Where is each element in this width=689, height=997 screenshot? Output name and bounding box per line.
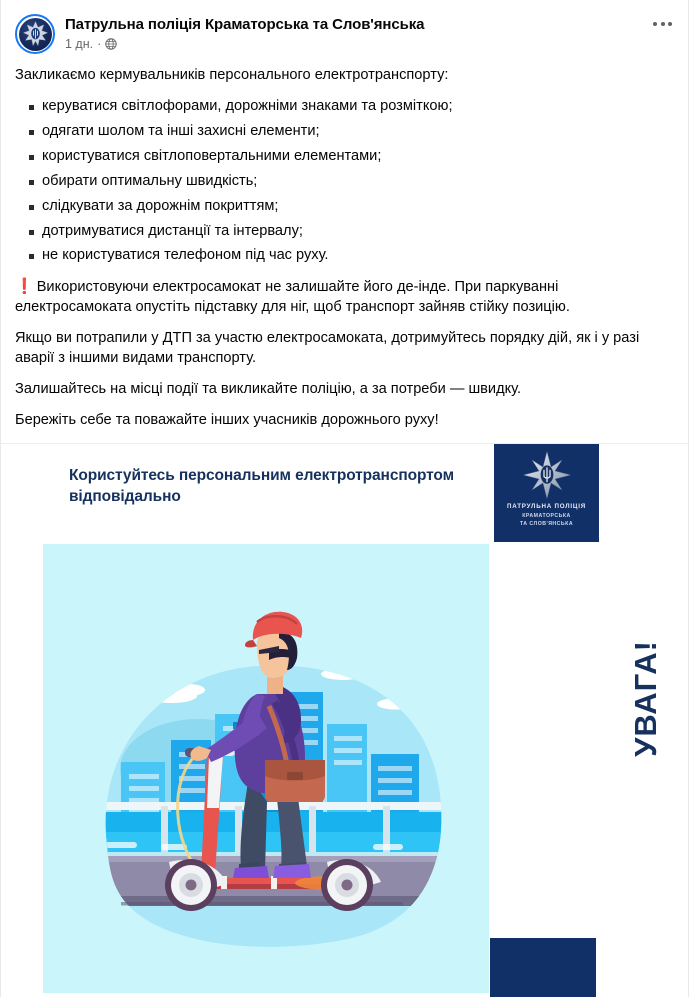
post-meta [65, 36, 424, 52]
meta-separator: · [97, 37, 102, 51]
list-item: слідкувати за дорожнім покриттям; [29, 197, 674, 217]
police-badge-avatar-icon [19, 18, 52, 51]
infographic-title: Користуйтесь персональним електротранспортом відповідально [69, 466, 454, 505]
list-item: дотримуватися дистанції та інтервалу; [29, 222, 674, 242]
rules-list [15, 97, 674, 266]
police-logo-block [494, 444, 599, 542]
intro-paragraph: Закликаємо кермувальників персонального електротранспорту: [15, 67, 449, 83]
e-scooter-rider-illustration [43, 544, 489, 993]
list-item: не користуватися телефоном під час руху. [29, 246, 674, 266]
exclamation-icon: ❗ [15, 278, 34, 296]
list-item: одягати шолом та інші захисні елементи; [29, 122, 674, 142]
warning-text: Використовуючи електросамокат не залишайте його де-інде. При паркуванні електросамоката опустіть підставку для ніг, щоб транспорт зайняв стійку позицію. [15, 279, 570, 315]
warning-paragraph [15, 277, 674, 317]
logo-line-2: КРАМАТОРСЬКА ТА СЛОВ'ЯНСЬКА [519, 512, 574, 527]
police-star-badge-icon [522, 450, 572, 500]
list-item: користуватися світлоповертальними елементами; [29, 147, 674, 167]
page-name[interactable]: Патрульна поліція Краматорська та Слов'янська [65, 16, 425, 33]
avatar[interactable] [15, 14, 55, 54]
list-item: керуватися світлофорами, дорожніми знаками та розміткою; [29, 97, 674, 117]
ellipsis-icon[interactable] [653, 22, 672, 26]
ellipsis-dot [661, 22, 665, 26]
post-timestamp[interactable]: 1 дн. [65, 37, 94, 51]
navy-accent-square [490, 938, 596, 997]
closing-paragraph: Бережіть себе та поважайте інших учасників дорожнього руху! [15, 412, 439, 429]
ellipsis-dot [653, 22, 657, 26]
logo-line-1: ПАТРУЛЬНА ПОЛІЦІЯ [507, 502, 586, 510]
stay-paragraph: Залишайтесь на місці події та викликайте поліцію, а за потреби — швидку. [15, 380, 522, 397]
post-header-text [65, 14, 424, 52]
post-body [1, 54, 688, 431]
attention-vertical-text: УВАГА! [628, 639, 663, 757]
ellipsis-dot [668, 22, 672, 26]
globe-icon[interactable] [105, 38, 117, 50]
list-item: обирати оптимальну швидкість; [29, 172, 674, 192]
accident-paragraph: Якщо ви потрапили у ДТП за участю електросамоката, дотримуйтесь порядку дій, як і у разі аварії з іншими видами транспорту. [15, 330, 640, 366]
post-image[interactable] [1, 443, 688, 997]
post-header [1, 0, 688, 54]
